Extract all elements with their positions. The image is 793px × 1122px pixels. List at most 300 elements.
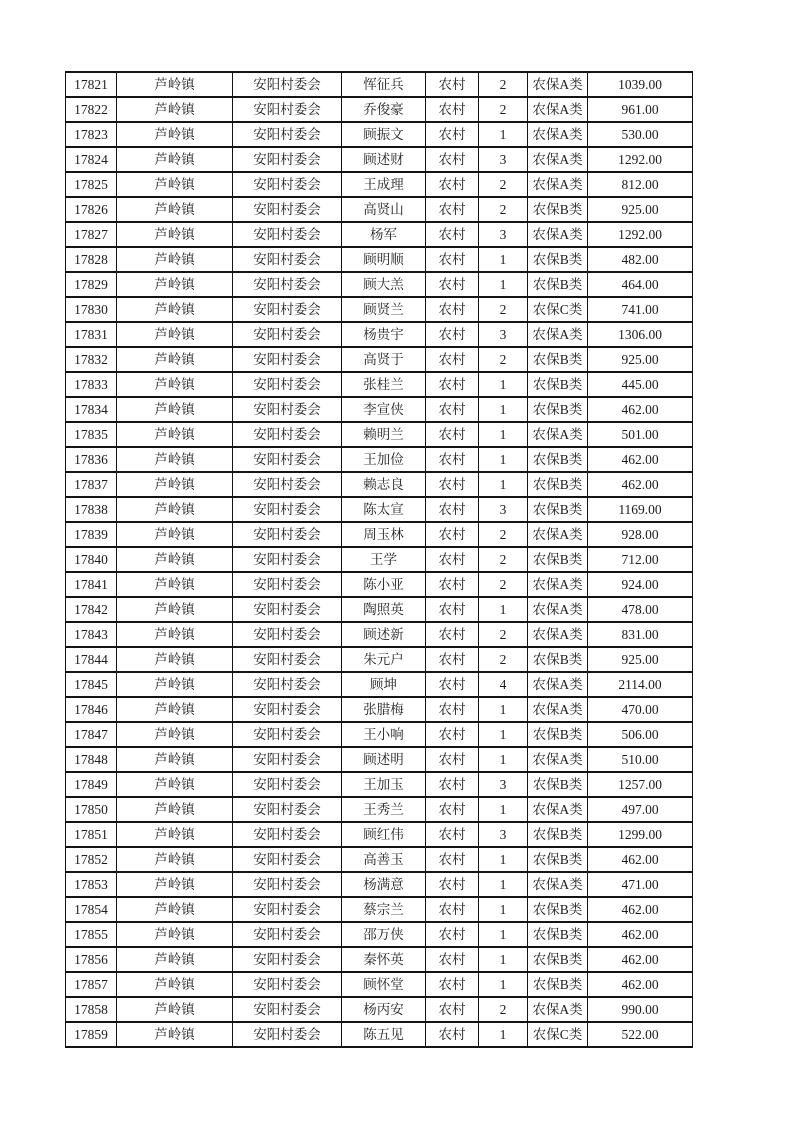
cell-residence-type: 农村	[426, 222, 479, 247]
cell-person-count: 1	[479, 947, 528, 972]
cell-person-name: 赖志良	[342, 472, 426, 497]
cell-person-name: 张腊梅	[342, 697, 426, 722]
cell-town: 芦岭镇	[117, 847, 233, 872]
table-row	[66, 447, 693, 472]
table-row	[66, 647, 693, 672]
cell-person-count: 1	[479, 597, 528, 622]
cell-residence-type: 农村	[426, 597, 479, 622]
cell-person-count: 2	[479, 347, 528, 372]
cell-serial-number: 17834	[66, 397, 117, 422]
cell-insurance-category: 农保B类	[528, 847, 588, 872]
cell-amount: 462.00	[588, 972, 693, 997]
table-row	[66, 847, 693, 872]
cell-town: 芦岭镇	[117, 272, 233, 297]
cell-amount: 1292.00	[588, 147, 693, 172]
cell-person-count: 1	[479, 122, 528, 147]
cell-amount: 522.00	[588, 1022, 693, 1047]
table-row	[66, 747, 693, 772]
cell-person-name: 顾述财	[342, 147, 426, 172]
cell-insurance-category: 农保B类	[528, 922, 588, 947]
cell-amount: 928.00	[588, 522, 693, 547]
cell-amount: 961.00	[588, 97, 693, 122]
cell-insurance-category: 农保A类	[528, 522, 588, 547]
cell-village-committee: 安阳村委会	[233, 147, 342, 172]
cell-person-name: 蔡宗兰	[342, 897, 426, 922]
cell-town: 芦岭镇	[117, 622, 233, 647]
cell-person-name: 乔俊豪	[342, 97, 426, 122]
cell-town: 芦岭镇	[117, 572, 233, 597]
cell-village-committee: 安阳村委会	[233, 422, 342, 447]
table-row	[66, 1022, 693, 1047]
cell-person-name: 王秀兰	[342, 797, 426, 822]
cell-serial-number: 17835	[66, 422, 117, 447]
cell-serial-number: 17855	[66, 922, 117, 947]
cell-person-name: 顾贤兰	[342, 297, 426, 322]
cell-person-name: 王小响	[342, 722, 426, 747]
cell-insurance-category: 农保A类	[528, 747, 588, 772]
cell-residence-type: 农村	[426, 697, 479, 722]
table-row	[66, 347, 693, 372]
cell-serial-number: 17854	[66, 897, 117, 922]
cell-town: 芦岭镇	[117, 222, 233, 247]
cell-village-committee: 安阳村委会	[233, 447, 342, 472]
cell-serial-number: 17853	[66, 872, 117, 897]
table-row	[66, 922, 693, 947]
cell-person-name: 王加玉	[342, 772, 426, 797]
cell-residence-type: 农村	[426, 547, 479, 572]
cell-person-count: 1	[479, 972, 528, 997]
cell-village-committee: 安阳村委会	[233, 472, 342, 497]
cell-person-name: 顾怀堂	[342, 972, 426, 997]
cell-serial-number: 17849	[66, 772, 117, 797]
cell-insurance-category: 农保B类	[528, 247, 588, 272]
cell-person-name: 顾明顺	[342, 247, 426, 272]
cell-person-name: 顾坤	[342, 672, 426, 697]
cell-amount: 506.00	[588, 722, 693, 747]
cell-person-name: 李宣侠	[342, 397, 426, 422]
cell-insurance-category: 农保A类	[528, 997, 588, 1022]
cell-village-committee: 安阳村委会	[233, 922, 342, 947]
cell-village-committee: 安阳村委会	[233, 547, 342, 572]
table-row	[66, 522, 693, 547]
cell-residence-type: 农村	[426, 797, 479, 822]
table-row	[66, 472, 693, 497]
cell-amount: 1169.00	[588, 497, 693, 522]
table-row	[66, 172, 693, 197]
table-row	[66, 497, 693, 522]
cell-serial-number: 17838	[66, 497, 117, 522]
table-row	[66, 822, 693, 847]
table-row	[66, 197, 693, 222]
cell-village-committee: 安阳村委会	[233, 347, 342, 372]
cell-amount: 925.00	[588, 647, 693, 672]
cell-person-count: 1	[479, 722, 528, 747]
cell-village-committee: 安阳村委会	[233, 122, 342, 147]
cell-amount: 510.00	[588, 747, 693, 772]
cell-insurance-category: 农保B类	[528, 397, 588, 422]
cell-residence-type: 农村	[426, 672, 479, 697]
cell-person-name: 周玉林	[342, 522, 426, 547]
cell-town: 芦岭镇	[117, 972, 233, 997]
cell-person-count: 2	[479, 172, 528, 197]
cell-residence-type: 农村	[426, 747, 479, 772]
cell-person-count: 1	[479, 897, 528, 922]
cell-serial-number: 17836	[66, 447, 117, 472]
cell-insurance-category: 农保A类	[528, 172, 588, 197]
cell-residence-type: 农村	[426, 147, 479, 172]
cell-residence-type: 农村	[426, 622, 479, 647]
cell-town: 芦岭镇	[117, 747, 233, 772]
cell-insurance-category: 农保B类	[528, 822, 588, 847]
cell-residence-type: 农村	[426, 1022, 479, 1047]
cell-amount: 925.00	[588, 347, 693, 372]
cell-residence-type: 农村	[426, 247, 479, 272]
cell-village-committee: 安阳村委会	[233, 397, 342, 422]
cell-residence-type: 农村	[426, 997, 479, 1022]
cell-serial-number: 17832	[66, 347, 117, 372]
cell-village-committee: 安阳村委会	[233, 572, 342, 597]
cell-village-committee: 安阳村委会	[233, 697, 342, 722]
cell-serial-number: 17831	[66, 322, 117, 347]
table-row	[66, 672, 693, 697]
cell-person-name: 恽征兵	[342, 72, 426, 97]
cell-insurance-category: 农保A类	[528, 322, 588, 347]
cell-person-count: 2	[479, 97, 528, 122]
cell-town: 芦岭镇	[117, 322, 233, 347]
cell-amount: 925.00	[588, 197, 693, 222]
cell-residence-type: 农村	[426, 97, 479, 122]
cell-amount: 462.00	[588, 922, 693, 947]
table-row	[66, 997, 693, 1022]
cell-village-committee: 安阳村委会	[233, 1022, 342, 1047]
cell-town: 芦岭镇	[117, 722, 233, 747]
cell-residence-type: 农村	[426, 947, 479, 972]
table-row	[66, 97, 693, 122]
cell-amount: 1299.00	[588, 822, 693, 847]
cell-town: 芦岭镇	[117, 697, 233, 722]
table-row	[66, 697, 693, 722]
cell-insurance-category: 农保B类	[528, 347, 588, 372]
cell-town: 芦岭镇	[117, 172, 233, 197]
cell-serial-number: 17827	[66, 222, 117, 247]
cell-village-committee: 安阳村委会	[233, 822, 342, 847]
cell-residence-type: 农村	[426, 197, 479, 222]
cell-serial-number: 17848	[66, 747, 117, 772]
cell-residence-type: 农村	[426, 972, 479, 997]
cell-residence-type: 农村	[426, 847, 479, 872]
cell-person-name: 顾红伟	[342, 822, 426, 847]
cell-village-committee: 安阳村委会	[233, 597, 342, 622]
cell-person-name: 王学	[342, 547, 426, 572]
cell-town: 芦岭镇	[117, 97, 233, 122]
cell-residence-type: 农村	[426, 372, 479, 397]
cell-town: 芦岭镇	[117, 647, 233, 672]
cell-insurance-category: 农保A类	[528, 672, 588, 697]
cell-town: 芦岭镇	[117, 472, 233, 497]
table-row	[66, 947, 693, 972]
cell-amount: 990.00	[588, 997, 693, 1022]
cell-amount: 462.00	[588, 397, 693, 422]
cell-town: 芦岭镇	[117, 297, 233, 322]
cell-village-committee: 安阳村委会	[233, 247, 342, 272]
table-row	[66, 72, 693, 97]
cell-amount: 464.00	[588, 272, 693, 297]
cell-residence-type: 农村	[426, 122, 479, 147]
cell-village-committee: 安阳村委会	[233, 847, 342, 872]
cell-insurance-category: 农保B类	[528, 372, 588, 397]
cell-amount: 530.00	[588, 122, 693, 147]
cell-person-count: 2	[479, 572, 528, 597]
cell-amount: 812.00	[588, 172, 693, 197]
cell-person-name: 高善玉	[342, 847, 426, 872]
cell-person-count: 1	[479, 422, 528, 447]
cell-town: 芦岭镇	[117, 147, 233, 172]
cell-amount: 741.00	[588, 297, 693, 322]
cell-amount: 1306.00	[588, 322, 693, 347]
cell-town: 芦岭镇	[117, 397, 233, 422]
cell-serial-number: 17857	[66, 972, 117, 997]
cell-town: 芦岭镇	[117, 897, 233, 922]
cell-insurance-category: 农保A类	[528, 622, 588, 647]
cell-insurance-category: 农保A类	[528, 72, 588, 97]
cell-serial-number: 17840	[66, 547, 117, 572]
cell-serial-number: 17829	[66, 272, 117, 297]
cell-serial-number: 17846	[66, 697, 117, 722]
cell-amount: 445.00	[588, 372, 693, 397]
table-row	[66, 147, 693, 172]
cell-person-count: 1	[479, 247, 528, 272]
cell-serial-number: 17850	[66, 797, 117, 822]
cell-person-name: 高贤于	[342, 347, 426, 372]
cell-serial-number: 17859	[66, 1022, 117, 1047]
cell-residence-type: 农村	[426, 297, 479, 322]
cell-village-committee: 安阳村委会	[233, 172, 342, 197]
cell-person-name: 陶照英	[342, 597, 426, 622]
cell-insurance-category: 农保A类	[528, 97, 588, 122]
cell-serial-number: 17845	[66, 672, 117, 697]
cell-person-count: 3	[479, 822, 528, 847]
cell-insurance-category: 农保A类	[528, 422, 588, 447]
table-row	[66, 897, 693, 922]
table-row	[66, 222, 693, 247]
cell-insurance-category: 农保B类	[528, 722, 588, 747]
cell-insurance-category: 农保B类	[528, 447, 588, 472]
table-row	[66, 322, 693, 347]
table-row	[66, 397, 693, 422]
cell-serial-number: 17824	[66, 147, 117, 172]
cell-village-committee: 安阳村委会	[233, 947, 342, 972]
table-row	[66, 972, 693, 997]
cell-residence-type: 农村	[426, 272, 479, 297]
cell-village-committee: 安阳村委会	[233, 322, 342, 347]
cell-person-count: 1	[479, 397, 528, 422]
cell-insurance-category: 农保A类	[528, 872, 588, 897]
cell-person-count: 1	[479, 872, 528, 897]
cell-amount: 497.00	[588, 797, 693, 822]
cell-village-committee: 安阳村委会	[233, 997, 342, 1022]
cell-town: 芦岭镇	[117, 122, 233, 147]
cell-person-name: 陈五见	[342, 1022, 426, 1047]
cell-town: 芦岭镇	[117, 672, 233, 697]
cell-town: 芦岭镇	[117, 422, 233, 447]
cell-serial-number: 17822	[66, 97, 117, 122]
cell-amount: 462.00	[588, 472, 693, 497]
table-row	[66, 797, 693, 822]
cell-serial-number: 17843	[66, 622, 117, 647]
cell-amount: 471.00	[588, 872, 693, 897]
cell-residence-type: 农村	[426, 72, 479, 97]
cell-person-count: 1	[479, 797, 528, 822]
cell-person-count: 2	[479, 622, 528, 647]
cell-village-committee: 安阳村委会	[233, 747, 342, 772]
table-row	[66, 272, 693, 297]
cell-amount: 2114.00	[588, 672, 693, 697]
cell-village-committee: 安阳村委会	[233, 72, 342, 97]
table-row	[66, 297, 693, 322]
cell-village-committee: 安阳村委会	[233, 897, 342, 922]
table-row	[66, 247, 693, 272]
cell-person-name: 朱元户	[342, 647, 426, 672]
cell-insurance-category: 农保A类	[528, 222, 588, 247]
cell-residence-type: 农村	[426, 722, 479, 747]
cell-amount: 1257.00	[588, 772, 693, 797]
cell-person-count: 1	[479, 747, 528, 772]
cell-person-count: 1	[479, 272, 528, 297]
cell-insurance-category: 农保A类	[528, 797, 588, 822]
cell-town: 芦岭镇	[117, 872, 233, 897]
cell-amount: 462.00	[588, 447, 693, 472]
cell-person-count: 2	[479, 997, 528, 1022]
cell-serial-number: 17841	[66, 572, 117, 597]
table-row	[66, 572, 693, 597]
cell-amount: 831.00	[588, 622, 693, 647]
cell-person-name: 陈太宣	[342, 497, 426, 522]
cell-village-committee: 安阳村委会	[233, 647, 342, 672]
cell-amount: 1039.00	[588, 72, 693, 97]
cell-person-count: 1	[479, 922, 528, 947]
cell-insurance-category: 农保B类	[528, 972, 588, 997]
cell-residence-type: 农村	[426, 397, 479, 422]
cell-town: 芦岭镇	[117, 997, 233, 1022]
cell-residence-type: 农村	[426, 522, 479, 547]
cell-residence-type: 农村	[426, 647, 479, 672]
cell-amount: 478.00	[588, 597, 693, 622]
cell-serial-number: 17826	[66, 197, 117, 222]
cell-person-name: 张桂兰	[342, 372, 426, 397]
cell-serial-number: 17842	[66, 597, 117, 622]
cell-insurance-category: 农保B类	[528, 272, 588, 297]
cell-town: 芦岭镇	[117, 447, 233, 472]
cell-residence-type: 农村	[426, 172, 479, 197]
cell-person-count: 3	[479, 147, 528, 172]
table-body	[66, 72, 693, 1047]
cell-person-count: 2	[479, 647, 528, 672]
cell-town: 芦岭镇	[117, 797, 233, 822]
cell-residence-type: 农村	[426, 822, 479, 847]
cell-person-count: 2	[479, 197, 528, 222]
cell-village-committee: 安阳村委会	[233, 672, 342, 697]
cell-village-committee: 安阳村委会	[233, 972, 342, 997]
cell-person-name: 王成理	[342, 172, 426, 197]
cell-person-count: 2	[479, 547, 528, 572]
cell-town: 芦岭镇	[117, 547, 233, 572]
cell-person-count: 3	[479, 222, 528, 247]
cell-insurance-category: 农保A类	[528, 572, 588, 597]
cell-person-count: 1	[479, 447, 528, 472]
table-row	[66, 372, 693, 397]
cell-person-count: 4	[479, 672, 528, 697]
cell-amount: 482.00	[588, 247, 693, 272]
cell-residence-type: 农村	[426, 447, 479, 472]
cell-village-committee: 安阳村委会	[233, 497, 342, 522]
cell-village-committee: 安阳村委会	[233, 222, 342, 247]
table-row	[66, 772, 693, 797]
cell-serial-number: 17852	[66, 847, 117, 872]
cell-serial-number: 17830	[66, 297, 117, 322]
cell-town: 芦岭镇	[117, 1022, 233, 1047]
cell-serial-number: 17823	[66, 122, 117, 147]
cell-town: 芦岭镇	[117, 347, 233, 372]
cell-amount: 501.00	[588, 422, 693, 447]
cell-amount: 712.00	[588, 547, 693, 572]
cell-amount: 462.00	[588, 947, 693, 972]
table-row	[66, 622, 693, 647]
cell-person-name: 顾述明	[342, 747, 426, 772]
cell-insurance-category: 农保A类	[528, 122, 588, 147]
cell-village-committee: 安阳村委会	[233, 797, 342, 822]
cell-person-count: 2	[479, 297, 528, 322]
cell-town: 芦岭镇	[117, 522, 233, 547]
cell-insurance-category: 农保B类	[528, 772, 588, 797]
cell-town: 芦岭镇	[117, 922, 233, 947]
cell-person-count: 2	[479, 72, 528, 97]
cell-residence-type: 农村	[426, 772, 479, 797]
cell-insurance-category: 农保B类	[528, 547, 588, 572]
cell-person-name: 杨贵宇	[342, 322, 426, 347]
cell-residence-type: 农村	[426, 322, 479, 347]
table-row	[66, 872, 693, 897]
cell-village-committee: 安阳村委会	[233, 372, 342, 397]
cell-amount: 470.00	[588, 697, 693, 722]
cell-serial-number: 17821	[66, 72, 117, 97]
cell-person-count: 1	[479, 1022, 528, 1047]
cell-residence-type: 农村	[426, 497, 479, 522]
cell-person-count: 1	[479, 847, 528, 872]
cell-person-name: 王加俭	[342, 447, 426, 472]
cell-residence-type: 农村	[426, 472, 479, 497]
cell-serial-number: 17858	[66, 997, 117, 1022]
cell-amount: 462.00	[588, 847, 693, 872]
cell-person-name: 赖明兰	[342, 422, 426, 447]
cell-residence-type: 农村	[426, 872, 479, 897]
cell-person-name: 秦怀英	[342, 947, 426, 972]
cell-person-name: 顾大羔	[342, 272, 426, 297]
cell-village-committee: 安阳村委会	[233, 272, 342, 297]
cell-serial-number: 17833	[66, 372, 117, 397]
cell-person-name: 邵万侠	[342, 922, 426, 947]
cell-amount: 1292.00	[588, 222, 693, 247]
cell-town: 芦岭镇	[117, 947, 233, 972]
cell-town: 芦岭镇	[117, 72, 233, 97]
cell-town: 芦岭镇	[117, 822, 233, 847]
cell-insurance-category: 农保C类	[528, 297, 588, 322]
cell-insurance-category: 农保C类	[528, 1022, 588, 1047]
cell-town: 芦岭镇	[117, 597, 233, 622]
cell-village-committee: 安阳村委会	[233, 872, 342, 897]
cell-serial-number: 17856	[66, 947, 117, 972]
cell-village-committee: 安阳村委会	[233, 97, 342, 122]
cell-serial-number: 17839	[66, 522, 117, 547]
